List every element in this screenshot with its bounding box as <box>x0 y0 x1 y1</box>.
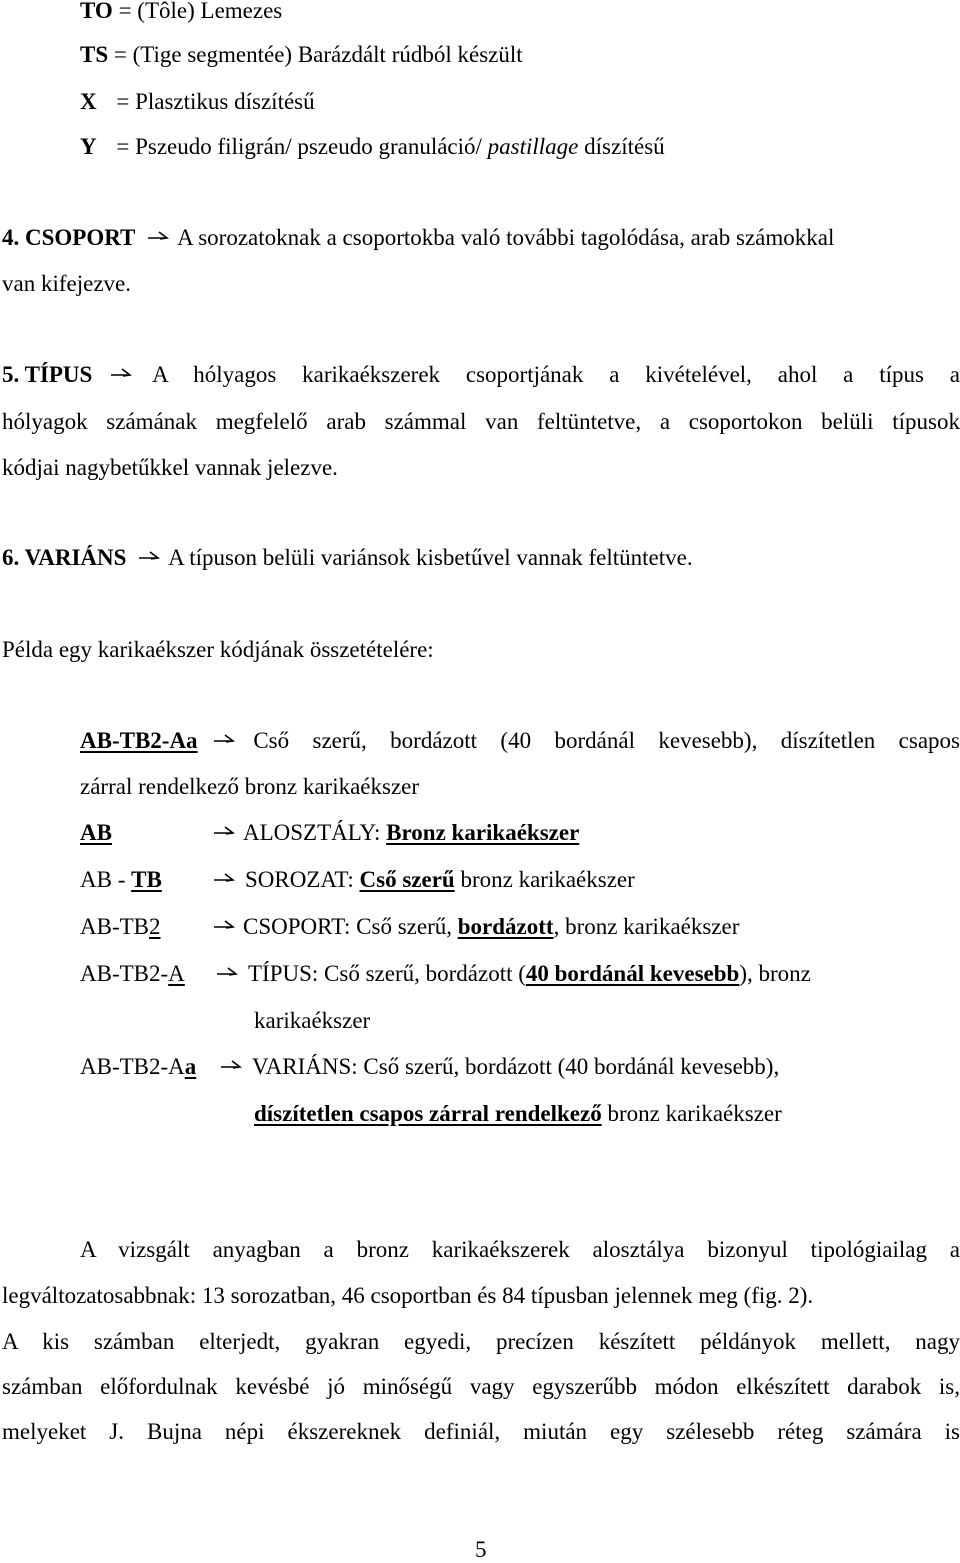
arrow-right-icon <box>213 919 235 933</box>
example-intro: Példa egy karikaékszer kódjának összetételére: <box>2 637 434 662</box>
arrow-right-icon <box>216 966 238 980</box>
legend-code: TS <box>80 42 109 67</box>
section-5-line-2: hólyagok számának megfelelő arab számmal van feltüntetve, a csoportokon belüli típusok <box>2 409 960 434</box>
example-row-code <box>80 961 185 987</box>
example-code: AB-TB2-Aa <box>80 728 198 753</box>
row-code-suffix: TB <box>131 867 162 892</box>
row-desc-underlined: 40 bordánál kevesebb <box>525 961 740 986</box>
row-code-prefix: AB - <box>80 867 126 892</box>
example-main-line-1 <box>80 728 960 754</box>
row-desc: Bronz karikaékszer <box>386 820 580 845</box>
row-desc: Cső szerű, bordázott ( <box>324 961 526 986</box>
row-label: ALOSZTÁLY: <box>243 820 381 845</box>
arrow-right-icon <box>220 1059 242 1073</box>
section-5-line-3: kódjai nagybetűkkel vannak jelezve. <box>2 455 338 480</box>
row-desc: Cső szerű, bordázott (40 bordánál kevesebb), <box>363 1054 780 1079</box>
row-code-prefix: AB-TB2-A <box>80 1054 185 1079</box>
example-row-desc-line-2: karikaékszer <box>254 1008 371 1033</box>
row-label: CSOPORT: <box>243 914 351 939</box>
row-desc-underlined: Cső szerű <box>359 867 455 892</box>
legend-code: Y <box>80 134 97 159</box>
legend-text-italic: pastillage <box>487 134 579 159</box>
row-desc-rest: bronz karikaékszer <box>607 1101 782 1126</box>
legend-item-ts <box>80 42 523 68</box>
paragraph-line-3: A kis számban elterjedt, gyakran egyedi, precízen készített példányok mellett, nagy <box>2 1329 960 1354</box>
row-desc-underlined: bordázott <box>457 914 554 939</box>
row-desc: Cső szerű, <box>356 914 452 939</box>
example-row-desc <box>213 914 739 940</box>
section-5-text: A hólyagos karikaékszerek csoportjának a kivételével, ahol a típus a <box>152 362 960 387</box>
row-code-prefix: AB-TB <box>80 914 149 939</box>
legend-code: X <box>80 89 97 114</box>
section-4-line-1 <box>2 225 834 251</box>
legend-text: díszítésű <box>584 134 665 159</box>
row-label: TÍPUS: <box>248 961 319 986</box>
example-row-desc <box>213 867 635 893</box>
example-row-code <box>80 867 162 893</box>
row-desc-rest: ), bronz <box>739 961 811 986</box>
section-6-label: 6. VARIÁNS <box>2 545 127 570</box>
section-4-line-2: van kifejezve. <box>2 271 131 296</box>
legend-text: = (Tige segmentée) Barázdált rúdból készült <box>113 42 523 67</box>
arrow-right-icon <box>147 230 169 244</box>
arrow-right-icon <box>110 367 132 381</box>
section-6-text: A típuson belüli variánsok kisbetűvel vannak feltüntetve. <box>168 545 693 570</box>
section-5-line-1 <box>2 362 960 388</box>
legend-item-y <box>80 134 665 160</box>
legend-code: TO <box>80 0 113 23</box>
section-4-label: 4. CSOPORT <box>2 225 136 250</box>
arrow-right-icon <box>213 733 235 747</box>
row-code-suffix: 2 <box>149 914 161 939</box>
row-desc-underlined: díszítetlen csapos zárral rendelkező <box>254 1101 602 1126</box>
example-main-line-2: zárral rendelkező bronz karikaékszer <box>80 774 420 799</box>
arrow-right-icon <box>213 825 235 839</box>
example-row-desc-line-2 <box>254 1101 782 1127</box>
section-6-line <box>2 545 693 571</box>
paragraph-line-4: számban előfordulnak kevésbé jó minőségű vagy egyszerűbb módon elkészített darabok is, <box>2 1374 960 1399</box>
row-desc-rest: bronz karikaékszer <box>460 867 635 892</box>
paragraph-line-5: melyeket J. Bujna népi ékszereknek definiál, miután egy szélesebb réteg számára is <box>2 1419 960 1444</box>
example-row-code <box>80 820 112 846</box>
row-code-prefix: AB-TB2- <box>80 961 169 986</box>
row-label: VARIÁNS: <box>252 1054 358 1079</box>
legend-item-x <box>80 89 315 115</box>
legend-item-to <box>80 0 282 24</box>
example-desc: Cső szerű, bordázott (40 bordánál kevesebb), díszítetlen csapos <box>253 728 960 753</box>
row-label: SOROZAT: <box>245 867 354 892</box>
paragraph-line-2: legváltozatosabbnak: 13 sorozatban, 46 csoportban és 84 típusban jelennek meg (fig. 2). <box>2 1283 814 1308</box>
section-5-label: 5. TÍPUS <box>2 362 93 387</box>
legend-text: = Pszeudo filigrán/ pszeudo granuláció/ <box>116 134 482 159</box>
arrow-right-icon <box>138 550 160 564</box>
page-number: 5 <box>475 1537 487 1562</box>
paragraph-line-1: A vizsgált anyagban a bronz karikaékszerek alosztálya bizonyul tipológiailag a <box>80 1237 960 1262</box>
row-desc-rest: , bronz karikaékszer <box>553 914 740 939</box>
example-row-desc <box>213 820 579 846</box>
example-row-code <box>80 914 161 940</box>
legend-text: = (Tôle) Lemezes <box>118 0 283 23</box>
section-4-text: A sorozatoknak a csoportokba való további tagolódása, arab számokkal <box>177 225 835 250</box>
row-code-suffix: a <box>184 1054 197 1079</box>
example-row-desc <box>216 961 811 987</box>
row-code-suffix: A <box>168 961 185 986</box>
legend-text: = Plasztikus díszítésű <box>116 89 315 114</box>
example-row-desc <box>220 1054 779 1080</box>
arrow-right-icon <box>213 872 235 886</box>
row-code-ab: AB <box>80 820 112 845</box>
example-row-code <box>80 1054 196 1080</box>
